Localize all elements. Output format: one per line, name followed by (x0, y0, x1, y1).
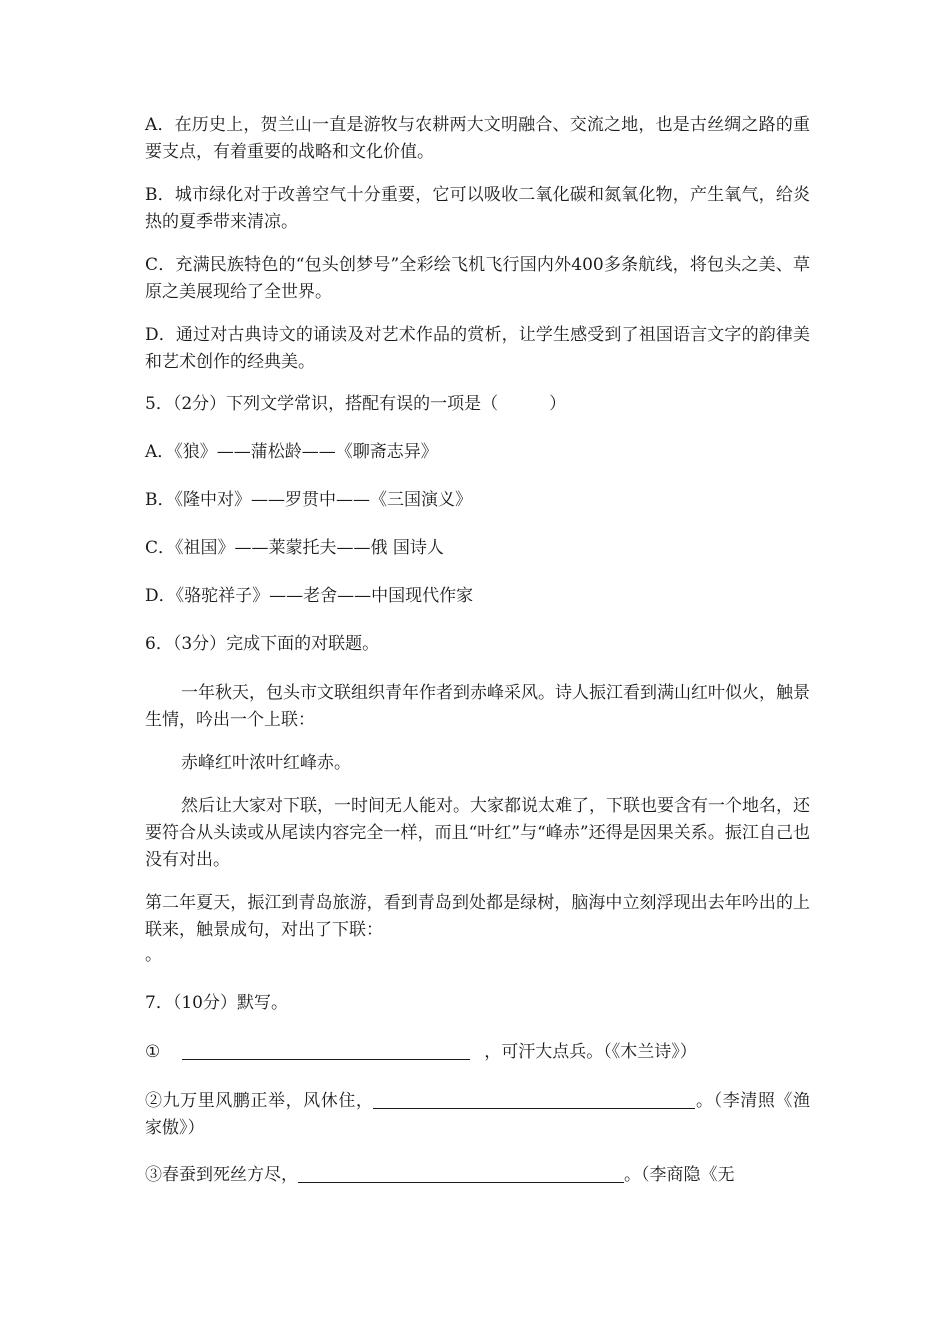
q7-blank-1[interactable] (182, 1039, 470, 1060)
q7-line-2 (145, 1088, 810, 1142)
q7-line-1-prefix: ① (145, 1042, 161, 1062)
q4-option-b: B．城市绿化对于改善空气十分重要，它可以吸收二氧化碳和氮氧化物，产生氧气，给炎热的夏季带来清凉。 (145, 185, 810, 232)
q7-line-1 (145, 1039, 810, 1065)
q4-option-c: C．充满民族特色的“包头创梦号”全彩绘飞机飞行国内外400多条航线，将包头之美、草原之美展现给了全世界。 (145, 255, 810, 302)
q6-paragraph-1: 一年秋天，包头市文联组织青年作者到赤峰采风。诗人振江看到满山红叶似火，触景生情，吟出一个上联： (145, 683, 810, 730)
q7-line-2-prefix: ②九万里风鹏正举，风休住， (145, 1091, 374, 1111)
q7-stem: 7．（10分）默写。 (145, 993, 288, 1013)
q5-stem: 5．（2分）下列文学常识，搭配有误的一项是（ ） (145, 394, 567, 414)
q5-option-b: B．《隆中对》——罗贯中——《三国演义》 (145, 490, 472, 510)
q7-line-1-suffix: ，可汗大点兵。（《木兰诗》） (484, 1042, 697, 1062)
q7-line-3-prefix: ③春蚕到死丝方尽， (145, 1165, 298, 1185)
q7-blank-3[interactable] (298, 1162, 624, 1183)
q6-paragraph-2: 然后让大家对下联，一时间无人能对。大家都说太难了，下联也要含有一个地名，还要符合从头读或从尾读内容完全一样，而且“叶红”与“峰赤”还得是因果关系。振江自己也没有对出。 (145, 796, 810, 870)
q7-line-2-suffix: 。（李清照《渔家傲》） (145, 1091, 811, 1138)
q6-couplet: 赤峰红叶浓叶红峰赤。 (181, 753, 351, 773)
q5-option-a: A．《狼》——蒲松龄——《聊斋志异》 (145, 442, 438, 462)
q7-line-3-suffix: 。（李商隐《无 (624, 1165, 735, 1185)
q6-stem: 6．（3分）完成下面的对联题。 (145, 634, 380, 654)
q6-paragraph-3: 第二年夏天，振江到青岛旅游，看到青岛到处都是绿树，脑海中立刻浮现出去年吟出的上联来，触景成句，对出了下联： (145, 893, 810, 940)
exam-page (145, 112, 810, 1211)
q5-option-c: C．《祖国》——莱蒙托夫——俄 国诗人 (145, 538, 444, 558)
q7-blank-2[interactable] (373, 1088, 695, 1109)
q6-answer-end: 。 (145, 945, 162, 965)
q7-line-3 (145, 1162, 810, 1188)
q4-option-d: D．通过对古典诗文的诵读及对艺术作品的赏析，让学生感受到了祖国语言文字的韵律美和艺术创作的经典美。 (145, 325, 810, 372)
q5-option-d: D．《骆驼祥子》——老舍——中国现代作家 (145, 586, 474, 606)
q4-option-a: A．在历史上，贺兰山一直是游牧与农耕两大文明融合、交流之地，也是古丝绸之路的重要支点，有着重要的战略和文化价值。 (145, 115, 810, 162)
